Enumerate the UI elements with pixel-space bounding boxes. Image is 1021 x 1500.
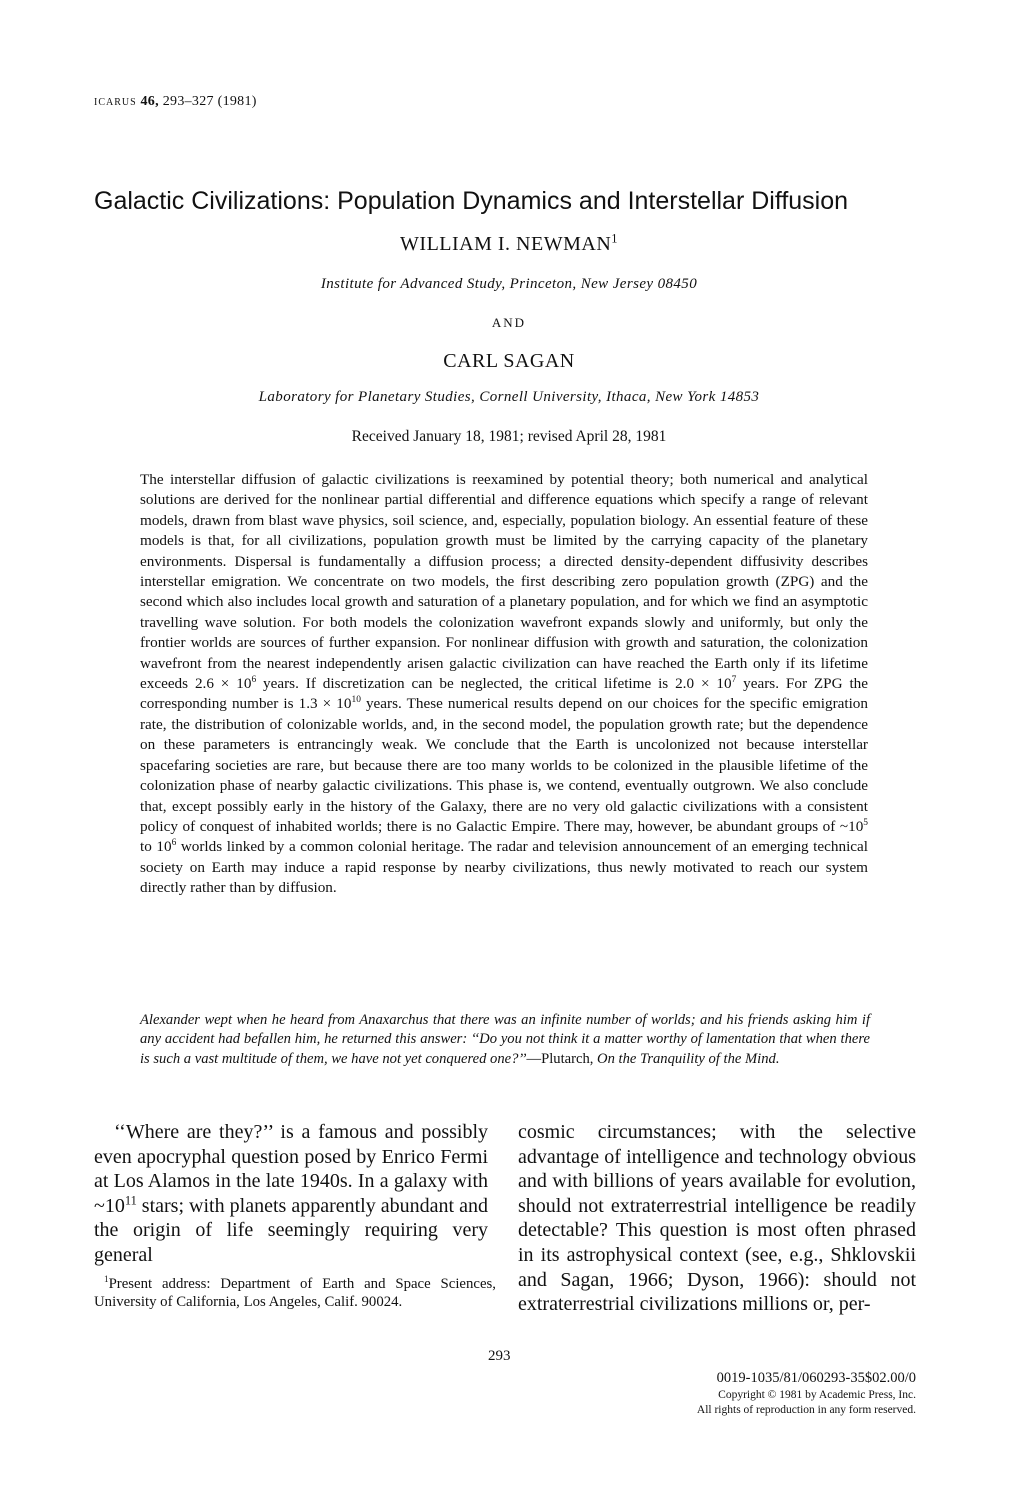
author-2-name: CARL SAGAN — [443, 350, 575, 372]
abstract: The interstellar diffusion of galactic civilizations is reexamined by potential theory; both numerical and analytical solutions are derived for the nonlinear partial differential and difference equations which specify a range of relevant models, drawn from blast wave physics, soil science, and, especially, population biology. An essential feature of these models is that, for all civilizations, population growth must be limited by the carrying capacity of the planetary environments. Dispersal is fundamentally a diffusion process; a directed density-dependent diffusivity describes interstellar emigration. We concentrate on two models, the first describing zero population growth (ZPG) and the second which also includes local growth and saturation of a planetary population, and for which we find an asymptotic travelling wave solution. For both models the colonization wavefront expands slowly and uniformly, but only the frontier worlds are sources of further expansion. For nonlinear diffusion with growth and saturation, the colonization wavefront from the nearest independently arisen galactic civilization can have reached the Earth only if its lifetime exceeds $2.6 \times 10^6$ years. If discretization can be neglected, the critical lifetime is $2.0 \times 10^7$ years. For ZPG the corresponding number is $1.3 \times 10^{10}$ years. These numerical results depend on our choices for the specific emigration rate, the distribution of colonizable worlds, and, in the second model, the population growth rate; but the dependence on these parameters is entrancingly weak. We conclude that the Earth is uncolonized not because interstellar spacefaring societies are rare, but because there are too many worlds to be colonized in the plausible lifetime of the colonization phase of nearby galactic civilizations. This phase is, we contend, eventually outgrown. We also conclude that, except possibly early in the history of the Galaxy, there are no very old galactic civilizations with a consistent policy of conquest of inhabited worlds; there is no Galactic Empire. There may, however, be abundant groups of $\sim 10^5$ to $10^6$ worlds linked by a common colonial heritage. The radar and television announcement of an emerging technical society on Earth may induce a rapid response by nearby civilizations, thus newly motivated to reach our system directly rather than by diffusion. — [140, 471, 869, 897]
rights-line: All rights of reproduction in any form reserved. — [696, 1404, 916, 1416]
and-separator: AND — [491, 315, 527, 330]
author-2-affiliation: Laboratory for Planetary Studies, Cornell University, Ithaca, New York 14853 — [258, 389, 760, 405]
author-1-note-marker: 1 — [611, 231, 618, 246]
journal-volume: 46, — [140, 94, 159, 109]
epigraph-attribution: —Plutarch, — [526, 1050, 598, 1067]
author-1 — [94, 233, 924, 256]
body-column-right: cosmic circumstances; with the selective advantage of intelligence and technology obvious and with billions of years available for evolution, should not extraterrestrial intelligence be readily detectable? This question is most often phrased in its astrophysical context (see, e.g., Shklovskii and Sagan, 1966; Dyson, 1966): should not extraterrestrial civilizations millions or, per- — [518, 1121, 916, 1316]
footnote-marker: 1 — [104, 1274, 109, 1285]
epigraph-source: On the Tranquility of the Mind. — [597, 1050, 780, 1067]
body-column-left: ‘‘Where are they?’’ is a famous and possibly even apocryphal question posed by Enrico Fermi at Los Alamos in the late 1940s. In a galaxy with $\sim 10^{11}$ stars; with planets apparently abundant and the origin of life seemingly requiring very general — [94, 1121, 488, 1266]
author-1-name: WILLIAM I. NEWMAN — [400, 233, 612, 255]
epigraph — [140, 1011, 870, 1069]
paper-title: Galactic Civilizations: Population Dynamics and Interstellar Diffusion — [94, 187, 849, 215]
footnote — [94, 1275, 496, 1311]
copyright-line: Copyright © 1981 by Academic Press, Inc. — [718, 1389, 916, 1401]
journal-pages-year: 293–327 (1981) — [162, 94, 257, 109]
publisher-info — [600, 1368, 916, 1418]
issn-code: 0019-1035/81/060293-35$02.00/0 — [716, 1370, 916, 1386]
journal-citation — [94, 94, 257, 110]
author-1-affiliation: Institute for Advanced Study, Princeton, New Jersey 08450 — [320, 276, 698, 292]
journal-name: ICARUS — [94, 97, 137, 108]
epigraph-quote: Alexander wept when he heard from Anaxarchus that there was an infinite number of worlds; and his friends asking him if any accident had befallen him, he returned this answer: ‘‘Do you not think it a matter worthy of lamentation that when there is such a vast multitude of them, we have not yet conquered one?’’ — [140, 1012, 870, 1067]
page-number: 293 — [488, 1348, 511, 1364]
received-date: Received January 18, 1981; revised April 28, 1981 — [351, 428, 667, 445]
footnote-text: Present address: Department of Earth and Space Sciences, University of California, Los Angeles, Calif. 90024. — [94, 1276, 496, 1310]
